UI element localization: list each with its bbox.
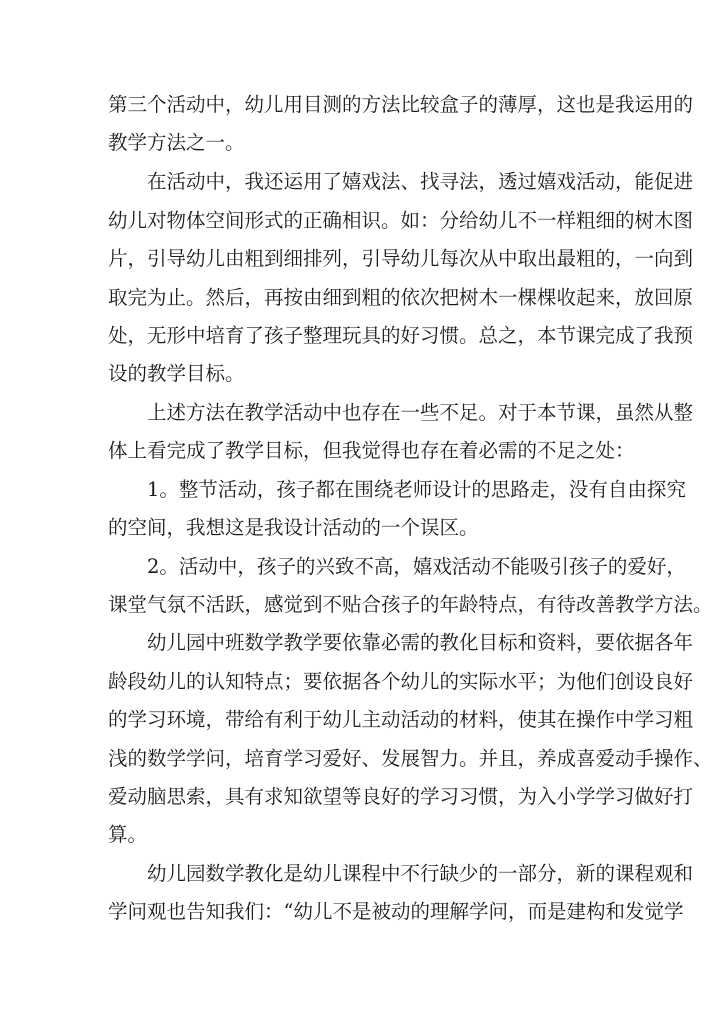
paragraph-line: 2。活动中，孩子的兴致不高，嬉戏活动不能吸引孩子的爱好， [147, 555, 686, 578]
paragraph-line: 浅的数学学问，培育学习爱好、发展智力。并且，养成喜爱动手操作、 [108, 747, 713, 770]
paragraph-line: 第三个活动中，幼儿用目测的方法比较盒子的薄厚，这也是我运用的 [108, 93, 694, 116]
paragraph-line: 上述方法在教学活动中也存在一些不足。对于本节课，虽然从整 [147, 401, 694, 424]
paragraph-line: 幼儿对物体空间形式的正确相识。如：分给幼儿不一样粗细的树木图 [108, 209, 694, 232]
paragraph-line: 片，引导幼儿由粗到细排列，引导幼儿每次从中取出最粗的，一向到 [108, 247, 694, 270]
paragraph-line: 课堂气氛不活跃，感觉到不贴合孩子的年龄特点，有待改善教学方法。 [108, 593, 713, 616]
paragraph-line: 1。整节活动，孩子都在围绕老师设计的思路走，没有自由探究 [147, 478, 686, 501]
paragraph-line: 龄段幼儿的认知特点；要依据各个幼儿的实际水平；为他们创设良好 [108, 670, 694, 693]
paragraph-line: 学问观也告知我们：“幼儿不是被动的理解学问，而是建构和发觉学 [108, 900, 684, 923]
paragraph-line: 处，无形中培育了孩子整理玩具的好习惯。总之，本节课完成了我预 [108, 324, 694, 347]
paragraph-line: 在活动中，我还运用了嬉戏法、找寻法，透过嬉戏活动，能促进 [147, 170, 694, 193]
paragraph-line: 教学方法之一。 [108, 131, 245, 154]
paragraph-line: 幼儿园数学教化是幼儿课程中不行缺少的一部分，新的课程观和 [147, 862, 694, 885]
paragraph-line: 爱动脑思索，具有求知欲望等良好的学习习惯，为入小学学习做好打 [108, 785, 694, 808]
paragraph-line: 幼儿园中班数学教学要依靠必需的教化目标和资料，要依据各年 [147, 631, 694, 654]
paragraph-line: 设的教学目标。 [108, 362, 245, 385]
paragraph-line: 体上看完成了教学目标，但我觉得也存在着必需的不足之处： [108, 439, 635, 462]
paragraph-line: 算。 [108, 823, 148, 846]
paragraph-line: 的学习环境，带给有利于幼儿主动活动的材料，使其在操作中学习粗 [108, 708, 694, 731]
paragraph-line: 的空间，我想这是我设计活动的一个误区。 [108, 516, 479, 539]
paragraph-line: 取完为止。然后，再按由细到粗的依次把树木一棵棵收起来，放回原 [108, 286, 694, 309]
